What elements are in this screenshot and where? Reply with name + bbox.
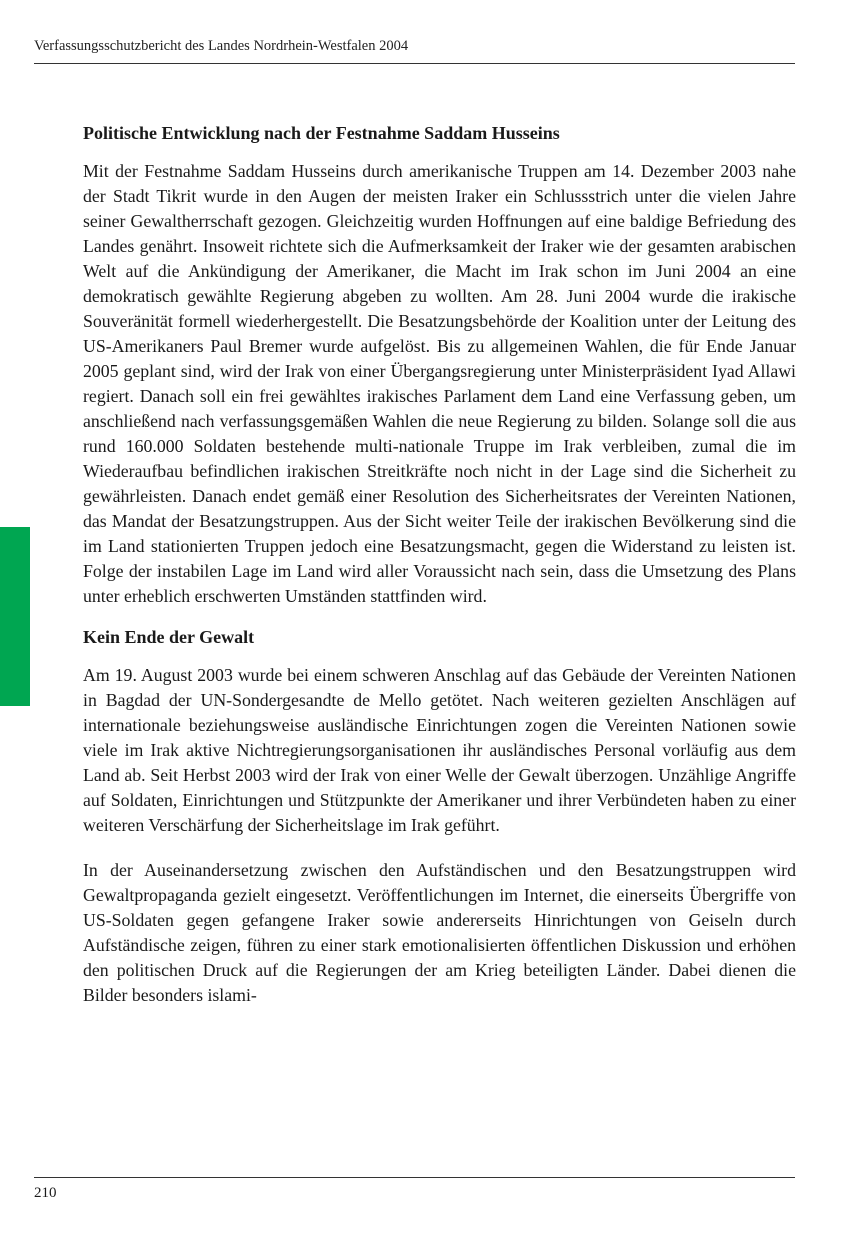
paragraph: In der Auseinandersetzung zwischen den Aufständischen und den Besatzungstruppen wird Gewaltpropaganda gezielt eingesetzt. Veröffentlichungen im Internet, die einerseits Übergriffe von US-Soldaten gegen gefangene Iraker sowie andererseits Hinrichtungen von Geiseln durch Aufständische zeigen, führen zu einer stark emotionalisierten öffentlichen Diskussion und erhöhen den politischen Druck auf die Regierungen der am Krieg beteiligten Länder. Dabei dienen die Bilder besonders islami- bbox=[83, 860, 796, 1005]
section-heading-political-development: Politische Entwicklung nach der Festnahme Saddam Husseins bbox=[83, 123, 560, 143]
paragraph: Mit der Festnahme Saddam Husseins durch amerikanische Truppen am 14. Dezember 2003 nahe der Stadt Tikrit wurde in den Augen der meisten Iraker ein Schlussstrich unter die vielen Jahre seiner Gewaltherrschaft gezogen. Gleichzeitig wurden Hoffnungen auf eine baldige Befriedung des Landes genährt. Insoweit richtete sich die Aufmerksamkeit der Iraker wie der gesamten arabischen Welt auf die Ankündigung der Amerikaner, die Macht im Irak schon im Juni 2004 an eine demokratisch gewählte Regierung abgeben zu wollten. Am 28. Juni 2004 wurde die irakische Souveränität formell wiederhergestellt. Die Besatzungsbehörde der Koalition unter der Leitung des US-Amerikaners Paul Bremer wurde aufgelöst. Bis zu allgemeinen Wahlen, die für Ende Januar 2005 geplant sind, wird der Irak von einer Übergangsregierung unter Ministerpräsident Iyad Allawi regiert. Danach soll ein frei gewähltes irakisches Parlament dem Land eine Verfassung geben, um anschließend nach verfassungsgemäßen Wahlen die neue Regierung zu bilden. Solange soll die aus rund 160.000 Soldaten bestehende multi-nationale Truppe im Irak verbleiben, zumal die im Wiederaufbau befindlichen irakischen Streitkräfte noch nicht in der Lage sind die Sicherheit zu gewährleisten. Danach endet gemäß einer Resolution des Sicherheitsrates der Vereinten Nationen, das Mandat der Besatzungstruppen. Aus der Sicht weiter Teile der irakischen Bevölkerung sind die im Land stationierten Truppen jedoch eine Besatzungsmacht, gegen die Widerstand zu leisten ist. Folge der instabilen Lage im Land wird aller Voraussicht nach sein, dass die Umsetzung des Plans unter erheblich erschwerten Umständen stattfinden wird. bbox=[83, 161, 796, 606]
running-header: Verfassungsschutzbericht des Landes Nordrhein-Westfalen 2004 bbox=[34, 38, 409, 54]
footer-rule bbox=[34, 1177, 795, 1178]
section-heading-no-end-of-violence: Kein Ende der Gewalt bbox=[83, 627, 255, 647]
header-rule bbox=[34, 63, 795, 64]
paragraph: Am 19. August 2003 wurde bei einem schweren Anschlag auf das Gebäude der Vereinten Nationen in Bagdad der UN-Sondergesandte de Mello getötet. Nach weiteren gezielten Anschlägen auf internationale beziehungsweise ausländische Einrichtungen zogen die Vereinten Nationen sowie viele im Irak aktive Nichtregierungsorganisationen ihr ausländisches Personal vorläufig aus dem Land ab. Seit Herbst 2003 wird der Irak von einer Welle der Gewalt überzogen. Unzählige Angriffe auf Soldaten, Einrichtungen und Stützpunkte der Amerikaner und ihrer Verbündeten haben zu einer weiteren Verschärfung der Sicherheitslage im Irak geführt. bbox=[83, 665, 796, 835]
page-number: 210 bbox=[34, 1185, 57, 1201]
page-content bbox=[83, 119, 796, 1008]
chapter-side-tab bbox=[0, 527, 30, 706]
